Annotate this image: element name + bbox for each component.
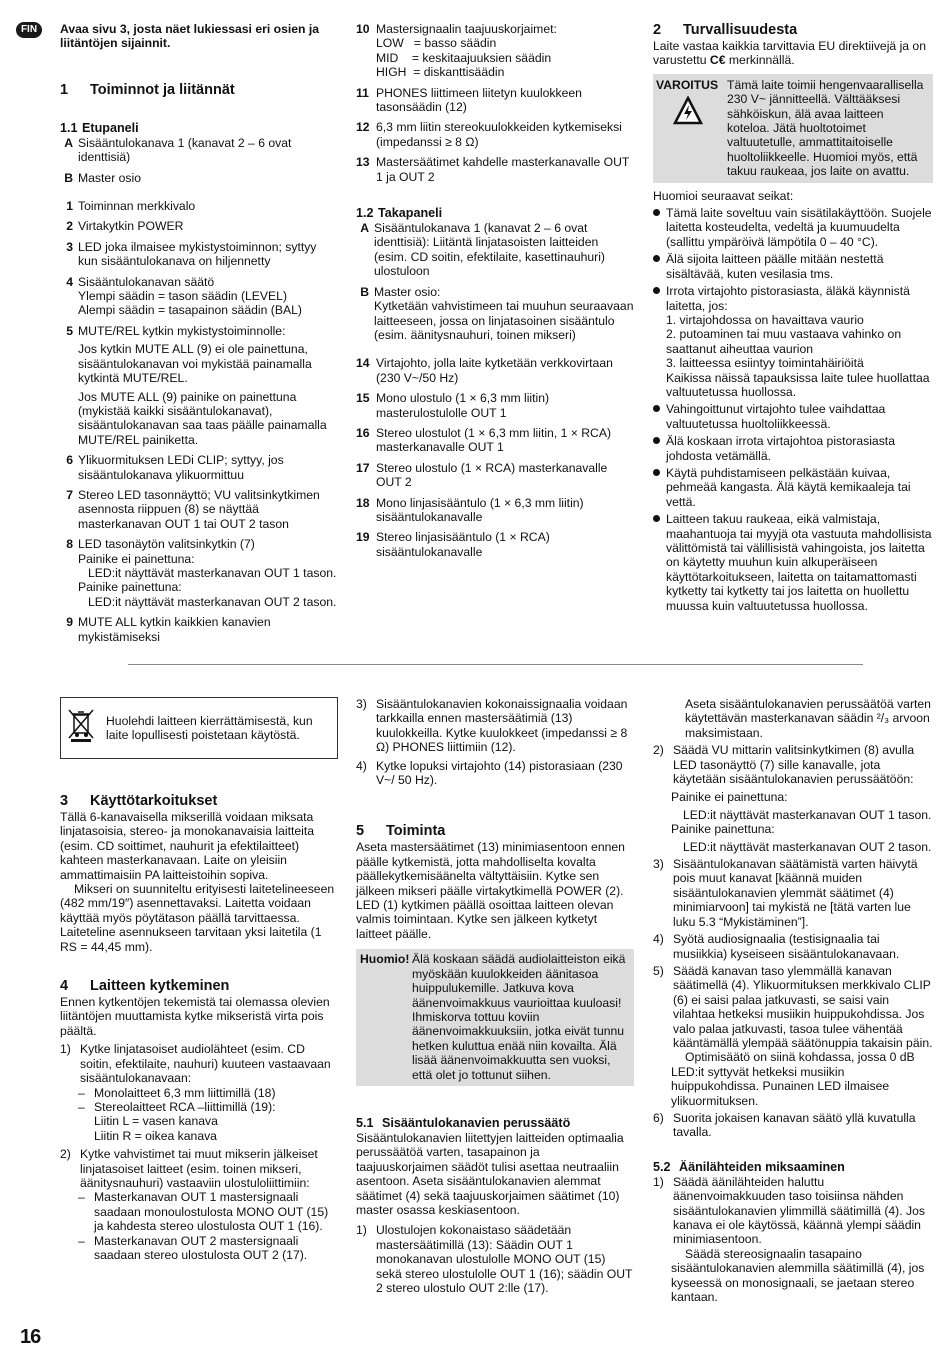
list-item-A: A Sisääntulokanava 1 (kanavat 2 – 6 ovat identtisiä) (64, 135, 292, 165)
item-4-line-1: Ylempi säädin = tason säädin (LEVEL) (78, 289, 288, 304)
list-item-3: 3 LED joka ilmaisee mykistystoiminnon; syttyy kun sisääntulokanava on hiljennetty (66, 239, 317, 269)
list-item-10: 10 Mastersignaalin taajuuskorjaimet: (356, 22, 557, 36)
adjust-step-3: 3) Sisääntulokanavan säätämistä varten häivytä pois muut kanavat [käännä muiden sisääntulokanavien ylemmät säätimet (4) minimiarvoon] tai mykistä ne [tätä varten lue luku 5.3 “Mykistäminen”]. (653, 857, 918, 929)
section-3-heading: 3 Käyttötarkoitukset (60, 793, 218, 809)
list-item-2: 2 Virtakytkin POWER (66, 219, 184, 234)
ce-paragraph: Laite vastaa kaikkia tarvittavia EU direktiivejä ja on varustettu C€ merkinnällä. (653, 39, 926, 68)
bullet-3-note: Kaikissa näissä tapauksissa laite tulee huollattaa valtuutetussa huollossa. (666, 370, 930, 399)
recycling-box (60, 697, 338, 759)
adjust-step-1-cont: Aseta sisääntulokanavien perussäätöä varten käytettävän masterkanavan säädin ²/₃ arvoon maksimistaan. (685, 697, 931, 740)
safety-bullet-3: Irrota virtajohto pistorasiasta, äläkä käynnistä laitetta, jos: (653, 284, 933, 313)
list-item-17: 17 Stereo ulostulo (1 × RCA) masterkanavalle OUT 2 (356, 460, 608, 490)
ce-mark: C€ (709, 53, 726, 68)
section-5-1-para: Sisääntulokanavien liitettyjen laitteiden optimaalia perussäätöä varten, tasapainon ja taajuuskorjaimen säädöt tulisi asettaa neutraaliin asentoon. Aseta sisääntulokanavien alemmat säätimet (4) sekä taajuuskorjaimen säätimet (10) master osassa keskiasentoon. (356, 1130, 624, 1217)
safety-bullet-1: Tämä laite soveltuu vain sisätilakäyttöön. Suojele laitetta kosteudelta, vedeltä ja kuumuudelta (sallittu ympäröivä lämpötila 0 – 40 °C). (653, 206, 933, 249)
list-item-6: 6 Ylikuormituksen LEDi CLIP; syttyy, jos sisääntulokanava ylikuormittuu (66, 453, 284, 482)
column-2-top (356, 22, 634, 559)
section-4-para-1: Ennen kytkentöjen tekemistä tai olemassa olevien liitäntöjen muuttamista kytke mikseristä virta pois päältä. (60, 995, 330, 1038)
connect-step-2: 2) Kytke vahvistimet tai muut mikserin jälkeiset linjatasoiset laitteet (esim. toinen mikseri, äänitysnauhuri) vastaaviin ulostuloliittimiin: (60, 1147, 318, 1190)
warning-label: VAROITUS (656, 77, 719, 92)
high-voltage-icon (673, 96, 703, 126)
intro-text: Avaa sivu 3, josta näet lukiessasi eri osien ja liitäntöjen sijainnit. (60, 22, 320, 51)
list-item-8: 8 LED tasonäytön valitsinkytkin (7) (66, 537, 255, 552)
adjust-step-5-note: Optimisäätö on siinä kohdassa, jossa 0 dB LED:it syttyvät hetkeksi musiikin huippukohdissa. Punainen LED ilmaisee ylikuormituksen. (671, 1050, 915, 1108)
page-number: 16 (20, 1326, 41, 1348)
list-item-4: 4 Sisääntulokanavan säätö (66, 274, 215, 289)
mix-step-1-note: Säädä stereosignaalin tasapaino sisääntulokanavien alemmilla säätimillä (4), jos kyseessä on monosignaali, se jaetaan stereo kantaan. (671, 1246, 925, 1305)
connect-right-channel: Liitin R = oikea kanava (94, 1128, 217, 1143)
list-item-7: 7 Stereo LED tasonnäyttö; VU valitsinkytkimen asennosta riippuen (8) se näyttää masterkanavan OUT 1 tai OUT 2 tason (66, 487, 320, 531)
connect-step-4: 4) Kytke lopuksi virtajohto (14) pistorasiaan (230 V~/ 50 Hz). (356, 758, 623, 788)
list-item-5: 5 MUTE/REL kytkin mykistystoiminnolle: (66, 323, 286, 338)
caution-label: Huomio! (360, 952, 410, 967)
connect-step-3: 3) Sisääntulokanavien kokonaissignaalia voidaan tarkkailla ennen mastersäätimiä (13) kuulokkeilla. Kytke kuulokkeet (impedanssi ≥ 8 Ω) PHONES liittimiin (12). (356, 697, 628, 755)
bullet-3-case-2: 2. putoaminen tai muu vastaava vahinko on saattanut aiheuttaa vaurion (666, 327, 902, 356)
section-5-2-heading: 5.2 Äänilähteiden miksaaminen (653, 1159, 845, 1174)
language-badge: FIN (16, 22, 42, 38)
section-3-para-1: Tällä 6-kanavaisella mikserillä voidaan miksata linjatasoisia, stereo- ja monokanavaisia laitteita (esim. CD soittimet, nauhurit ja efektilaitteet) kahteen masterkanavaan. Laite on yleisiin ammattimaisiin PA laitteistoihin sopiva. (60, 810, 315, 882)
column-1-bottom (60, 697, 338, 1262)
adjust-step-1: 1) Ulostulojen kokonaistaso säädetään mastersäätimillä (13): Säädin OUT 1 monokanavan ulostulolle MONO OUT (15) sekä stereo ulostulolle OUT 1 (16); säädin OUT 2 stereo ulostulo OUT 2:lle (17). (356, 1223, 633, 1295)
rear-item-B-text: Kytketään vahvistimeen tai muuhun seuraavaan laitteeseen, jossa on linjatasoinen sisääntulo (esim. äänitysnauhuri, toinen mikseri) (374, 299, 634, 342)
list-item-1: 1 Toiminnan merkkivalo (66, 199, 196, 214)
item-8-state-a: Painike ei painettuna: (78, 551, 195, 566)
adjust-step-2-state-b: Painike painettuna: (671, 822, 775, 837)
item-8-state-b-text: LED:it näyttävät masterkanavan OUT 2 tason. (88, 594, 337, 609)
section-1-2-heading: 1.2 Takapaneli (356, 206, 443, 221)
adjust-step-6: 6) Suorita jokaisen kanavan säätö yllä kuvatulla tavalla. (653, 1110, 916, 1140)
adjust-step-5: 5) Säädä kanavan taso ylemmällä kanavan säätimellä (4). Ylikuormituksen merkkivalo CLIP (6) ei saisi palaa jatkuvasti, se saisi vain vilahtaa hetkeksi musiikin huippukohdissa. Jos valo palaa jatkuvasti, tasoa tulee vähentää kääntämällä ylempää säätönuppia takaisin päin. (653, 963, 933, 1050)
adjust-step-4: 4) Syötä audiosignaalia (testisignaalia tai musiikkia) kyseiseen sisääntulokanavaan. (653, 932, 900, 961)
item-8-state-b: Painike painettuna: (78, 580, 182, 595)
adjust-step-2-state-a-text: LED:it näyttävät masterkanavan OUT 1 tason. (683, 807, 932, 822)
safety-bullet-4: Vahingoittunut virtajohto tulee vaihdattaa valtuutetussa huoltoliikkeessä. (653, 402, 933, 431)
list-item-14: 14 Virtajohto, jolla laite kytketään verkkovirtaan (230 V~/50 Hz) (356, 356, 613, 385)
section-5-heading: 5 Toiminta (356, 823, 446, 840)
item-8-state-a-text: LED:it näyttävät masterkanavan OUT 1 tason. (88, 565, 337, 580)
section-1-1-heading: 1.1 Etupaneli (60, 120, 139, 135)
safety-bullet-6: Käytä puhdistamiseen pelkästään kuivaa, pehmeää kangasta. Älä käytä kemikaaleja tai vettä. (653, 466, 933, 509)
list-item-18: 18 Mono linjasisääntulo (1 × 6,3 mm liitin) sisääntulokanavalle (356, 495, 584, 524)
eq-mid: MID = keskitaajuuksien säädin (376, 50, 552, 65)
divider (128, 664, 863, 665)
rear-item-B: B Master osio: (360, 284, 441, 299)
adjust-step-2-state-b-text: LED:it näyttävät masterkanavan OUT 2 tason. (683, 839, 932, 854)
list-item-11: 11 PHONES liittimeen liitetyn kuulokkeen tasonsäädin (12) (356, 85, 582, 115)
connect-step-1-dash-1: – Monolaitteet 6,3 mm liittimillä (18) (78, 1085, 276, 1100)
item-5-para-2: Jos MUTE ALL (9) painike on painettuna (mykistää kaikki sisääntulokanavat), sisääntulokanavan saa taas päälle painamalla MUTE/REL painiketta. (78, 389, 327, 447)
bullet-3-case-3: 3. laitteessa esiintyy toimintahäiriöitä (666, 356, 864, 371)
adjust-step-2: 2) Säädä VU mittarin valitsinkytkimen (8) avulla LED tasonäyttö (7) sille kanavalle, jota käytetään sisääntulokanavien perussäätöön: (653, 743, 915, 787)
safety-bullet-7: Laitteen takuu raukeaa, eikä valmistaja, maahantuoja tai myyjä ota vastuuta mahdollisista välittömistä tai välillisistä vahingoista, jos laitetta on käytetty muuhun kuin alkuperäiseen käyttötarkoitukseen, laitetta on taitamattomasti kytketty tai kytketty tai jos laitetta on huollettu muussa kuin valtuutetussa huollossa. (653, 512, 933, 613)
section-5-1-heading: 5.1 Sisääntulokanavien perussäätö (356, 1115, 571, 1130)
list-item-13: 13 Mastersäätimet kahdelle masterkanavalle OUT 1 ja OUT 2 (356, 155, 630, 184)
safety-note: Huomioi seuraavat seikat: (653, 188, 794, 203)
mix-step-1: 1) Säädä äänilähteiden haluttu äänenvoimakkuuden taso toisiinsa nähden sisääntulokanavien ylimmillä säätimillä (4). Jos kanava ei ole käytössä, käännä ylempi säädin minimiasentoon. (653, 1174, 925, 1247)
bullet-3-case-1: 1. virtajohdossa on havaittava vaurio (666, 312, 864, 327)
column-1-top (60, 22, 338, 644)
connect-step-1: 1) Kytke linjatasoiset audiolähteet (esim. CD soitin, efektilaite, nauhuri) kuuteen vastaavaan sisääntulokanavaan: (60, 1042, 331, 1086)
connect-step-2-dash-1: – Masterkanavan OUT 1 mastersignaali saadaan monoulostulosta MONO OUT (15) ja kahdesta stereo ulostulosta OUT 1 (16). (78, 1190, 329, 1234)
safety-bullet-2: Älä sijoita laitteen päälle mitään nestettä sisältävää, kuten vesilasia tms. (653, 252, 933, 281)
column-2-bottom (356, 697, 634, 1295)
connect-step-1-dash-2: – Stereolaitteet RCA –liittimillä (19): (78, 1099, 276, 1114)
safety-bullet-5: Älä koskaan irrota virtajohtoa pistorasiasta johdosta vetämällä. (653, 434, 933, 463)
rear-item-A: A Sisääntulokanava 1 (kanavat 2 – 6 ovat identtisiä): Liitäntä linjatasoisten laitteiden (esim. CD soitin, efektilaite, kasettinauhuri) ulostuloon (360, 221, 605, 279)
list-item-19: 19 Stereo linjasisääntulo (1 × RCA) sisääntulokanavalle (356, 530, 550, 559)
eq-low: LOW = basso säädin (376, 36, 497, 51)
connect-step-2-dash-2: – Masterkanavan OUT 2 mastersignaali saadaan stereo ulostulosta OUT 2 (17). (78, 1233, 308, 1262)
eq-high: HIGH = diskanttisäädin (376, 65, 505, 80)
section-3-para-2: Mikseri on suunniteltu erityisesti laitetelineeseen (482 mm/19″) asennettavaksi. Laitetta voidaan käyttää myös pöytätason päällä tarvittaessa. Laiteteline asennukseen tarvitaan yksi laitetila (1 RS = 44,45 mm). (60, 882, 335, 954)
list-item-15: 15 Mono ulostulo (1 × 6,3 mm liitin) masterulostulolle OUT 1 (356, 391, 550, 420)
list-item-B: B Master osio (64, 170, 141, 185)
list-item-12: 12 6,3 mm liitin stereokuulokkeiden kytkemiseksi (impedanssi ≥ 8 Ω) (356, 120, 622, 149)
adjust-step-2-state-a: Painike ei painettuna: (671, 790, 788, 805)
connect-left-channel: Liitin L = vasen kanava (94, 1114, 218, 1129)
item-5-para-1: Jos kytkin MUTE ALL (9) ei ole painettuna, sisääntulokanavan voi mykistää painamalla kytkintä MUTE/REL. (78, 342, 312, 386)
column-3-top (653, 22, 933, 613)
section-2-heading: 2 Turvallisuudesta (653, 22, 798, 38)
column-3-bottom (653, 697, 933, 1304)
list-item-9: 9 MUTE ALL kytkin kaikkien kanavien mykistämiseksi (66, 615, 271, 644)
caution-text: Älä koskaan säädä audiolaitteiston eikä myöskään kuulokkeiden äänitasoa huippulukemille. Jatkuva kova äänenvoimakkuus vaurioittaa kuuloasi! Ihmiskorva tottuu koviin äänenvoimakkuuksiin, jotka eivät tunnu hetken kuluttua enää niin kovailta. Älä lisää äänenvoimakkuutta sen vuoksi, että olet jo tottunut siihen. (412, 952, 626, 1082)
crossed-bin-icon (67, 708, 95, 742)
list-item-16: 16 Stereo ulostulot (1 × 6,3 mm liitin, 1 × RCA) masterkanavalle OUT 1 (356, 425, 612, 455)
section-5-para-1: Aseta mastersäätimet (13) minimiasentoon ennen päälle kytkemistä, jotta mahdolliselta kovalta päällekytkemisäänelta vältyttäisiin. Kytke sen jälkeen mikseri päälle virtakytkimellä POWER (2). LED (1) kytkimen päällä osoittaa laitteen olevan valmis toimintaan. Kytke sen jälkeen kytketyt laitteet päälle. (356, 840, 625, 941)
caution-box (356, 949, 634, 1086)
recycling-text: Huolehdi laitteen kierrättämisestä, kun laite lopullisesti poistetaan käytöstä. (106, 714, 313, 743)
section-1-heading: 1 Toiminnot ja liitännät (60, 81, 235, 98)
warning-box (653, 74, 933, 183)
item-4-line-2: Alempi säädin = tasapainon säädin (BAL) (78, 303, 302, 318)
section-4-heading: 4 Laitteen kytkeminen (60, 978, 230, 995)
warning-text: Tämä laite toimii hengenvaarallisella 230 V~ jännitteellä. Välttääksesi sähköiskun, älä avaa laitteen koteloa. Jätä huoltotoimet valtuutetulle, ammattitaitoiselle huoltoliikkeelle. Huomioi myös, että takuu raukeaa, jos laite on avattu. (727, 77, 924, 179)
